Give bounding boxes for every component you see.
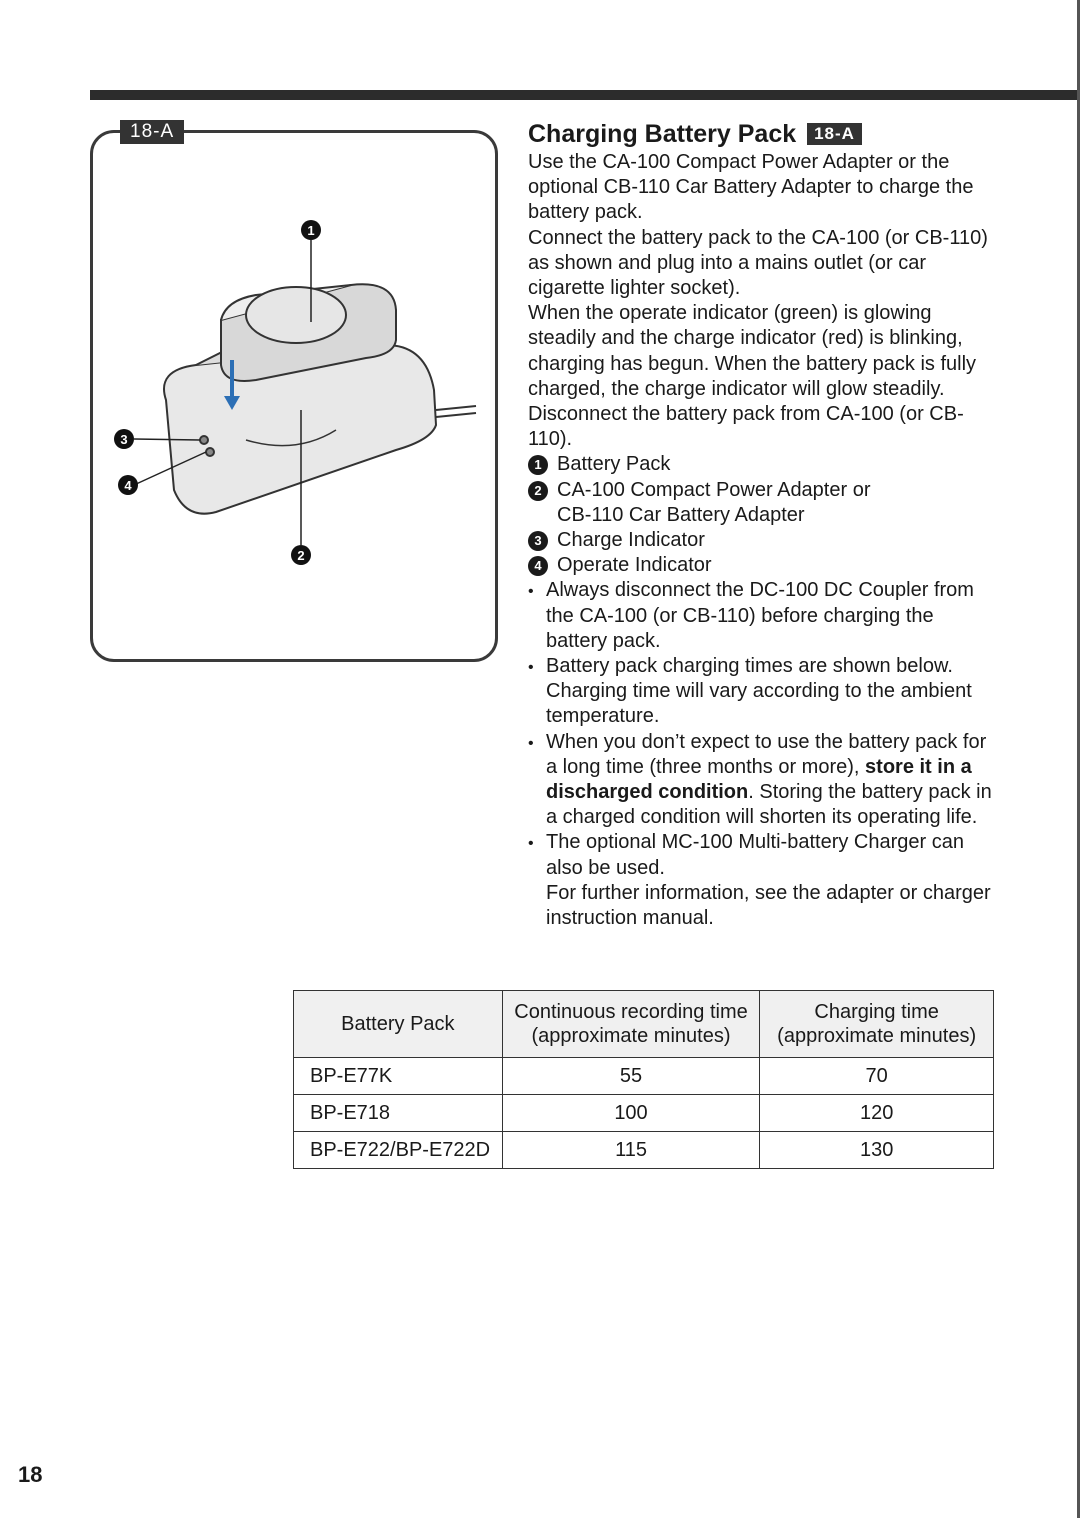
number-2-icon: 2 xyxy=(528,481,548,501)
header-charging-line1: Charging time xyxy=(814,1001,939,1023)
bullet-icon xyxy=(528,578,546,654)
bullet-1 xyxy=(528,578,998,654)
title-text: Charging Battery Pack xyxy=(528,120,797,148)
bullet-icon xyxy=(528,730,546,831)
bullet-4 xyxy=(528,830,998,880)
charging-times-table xyxy=(293,990,994,1169)
callout-1-label: 1 xyxy=(307,223,315,238)
header-recording-time xyxy=(502,991,760,1058)
bullet-3-bold: store it in a discharged condition xyxy=(546,755,972,804)
bullet-3-text xyxy=(546,730,998,831)
header-recording-line1: Continuous recording time xyxy=(514,1001,748,1023)
callout-4-label: 4 xyxy=(124,478,132,493)
cell-recording: 100 xyxy=(502,1095,760,1132)
header-charging-line2: (approximate minutes) xyxy=(777,1025,977,1047)
part-4 xyxy=(528,553,998,578)
part-2-label: CA-100 Compact Power Adapter or CB-110 Car Battery Adapter xyxy=(557,478,871,526)
figure-tag: 18-A xyxy=(120,120,184,144)
part-1 xyxy=(528,452,998,477)
number-1-icon: 1 xyxy=(528,455,548,475)
bullet-icon xyxy=(528,830,546,880)
paragraph-2: Connect the battery pack to the CA-100 (or CB-110) as shown and plug into a mains outlet (or car cigarette lighter socket). xyxy=(528,226,988,300)
bullet-2 xyxy=(528,654,998,730)
part-1-label: Battery Pack xyxy=(557,453,671,476)
paragraph-1: Use the CA-100 Compact Power Adapter or the optional CB-110 Car Battery Adapter to charge the battery pack. xyxy=(528,151,974,224)
section-title xyxy=(528,118,998,150)
bullet-3 xyxy=(528,730,998,831)
cell-recording: 115 xyxy=(502,1132,760,1169)
bullet-1-text: Always disconnect the DC-100 DC Coupler from the CA-100 (or CB-110) before charging the battery pack. xyxy=(546,579,974,652)
paragraph-3: When the operate indicator (green) is glowing steadily and the charge indicator (red) is blinking, charging has begun. When the battery pack is fully charged, the charge indicator will glow steadily. Disconnect the battery pack from CA-100 (or CB-110). xyxy=(528,302,977,451)
table-header-row xyxy=(294,991,994,1058)
page-number: 18 xyxy=(18,1462,43,1487)
title-badge: 18-A xyxy=(807,123,862,145)
header-recording-line2: (approximate minutes) xyxy=(531,1025,731,1047)
cell-charging: 120 xyxy=(760,1095,994,1132)
cell-pack: BP-E718 xyxy=(294,1095,503,1132)
number-3-icon: 3 xyxy=(528,531,548,551)
cell-pack: BP-E77K xyxy=(294,1058,503,1095)
number-4-icon: 4 xyxy=(528,556,548,576)
bullet-3-post: . Storing the battery pack in a charged condition will shorten its operating life. xyxy=(546,781,992,829)
cell-charging: 70 xyxy=(760,1058,994,1095)
cell-charging: 130 xyxy=(760,1132,994,1169)
cell-recording: 55 xyxy=(502,1058,760,1095)
cell-pack: BP-E722/BP-E722D xyxy=(294,1132,503,1169)
part-3 xyxy=(528,528,998,553)
bullet-3-pre: When you don’t expect to use the battery pack for a long time (three months or more), xyxy=(546,730,987,778)
part-2 xyxy=(528,478,998,528)
main-text xyxy=(528,118,998,931)
table-row xyxy=(294,1095,994,1132)
header-charging-time xyxy=(760,991,994,1058)
header-battery-pack: Battery Pack xyxy=(294,991,503,1058)
bullet-4-text: The optional MC-100 Multi-battery Charger can also be used. xyxy=(546,831,964,879)
table-row xyxy=(294,1132,994,1169)
part-4-label: Operate Indicator xyxy=(557,554,712,577)
bullet-icon xyxy=(528,654,546,730)
callout-3-label: 3 xyxy=(120,432,128,447)
callout-2-label: 2 xyxy=(297,548,305,563)
part-3-label: Charge Indicator xyxy=(557,529,705,552)
bullet-4-note: For further information, see the adapter or charger instruction manual. xyxy=(546,881,991,930)
charger-illustration xyxy=(96,140,496,640)
header-rule xyxy=(90,90,1080,100)
table-row xyxy=(294,1058,994,1095)
bullet-2-text: Battery pack charging times are shown below. Charging time will vary according to the ambient temperature. xyxy=(546,655,972,728)
